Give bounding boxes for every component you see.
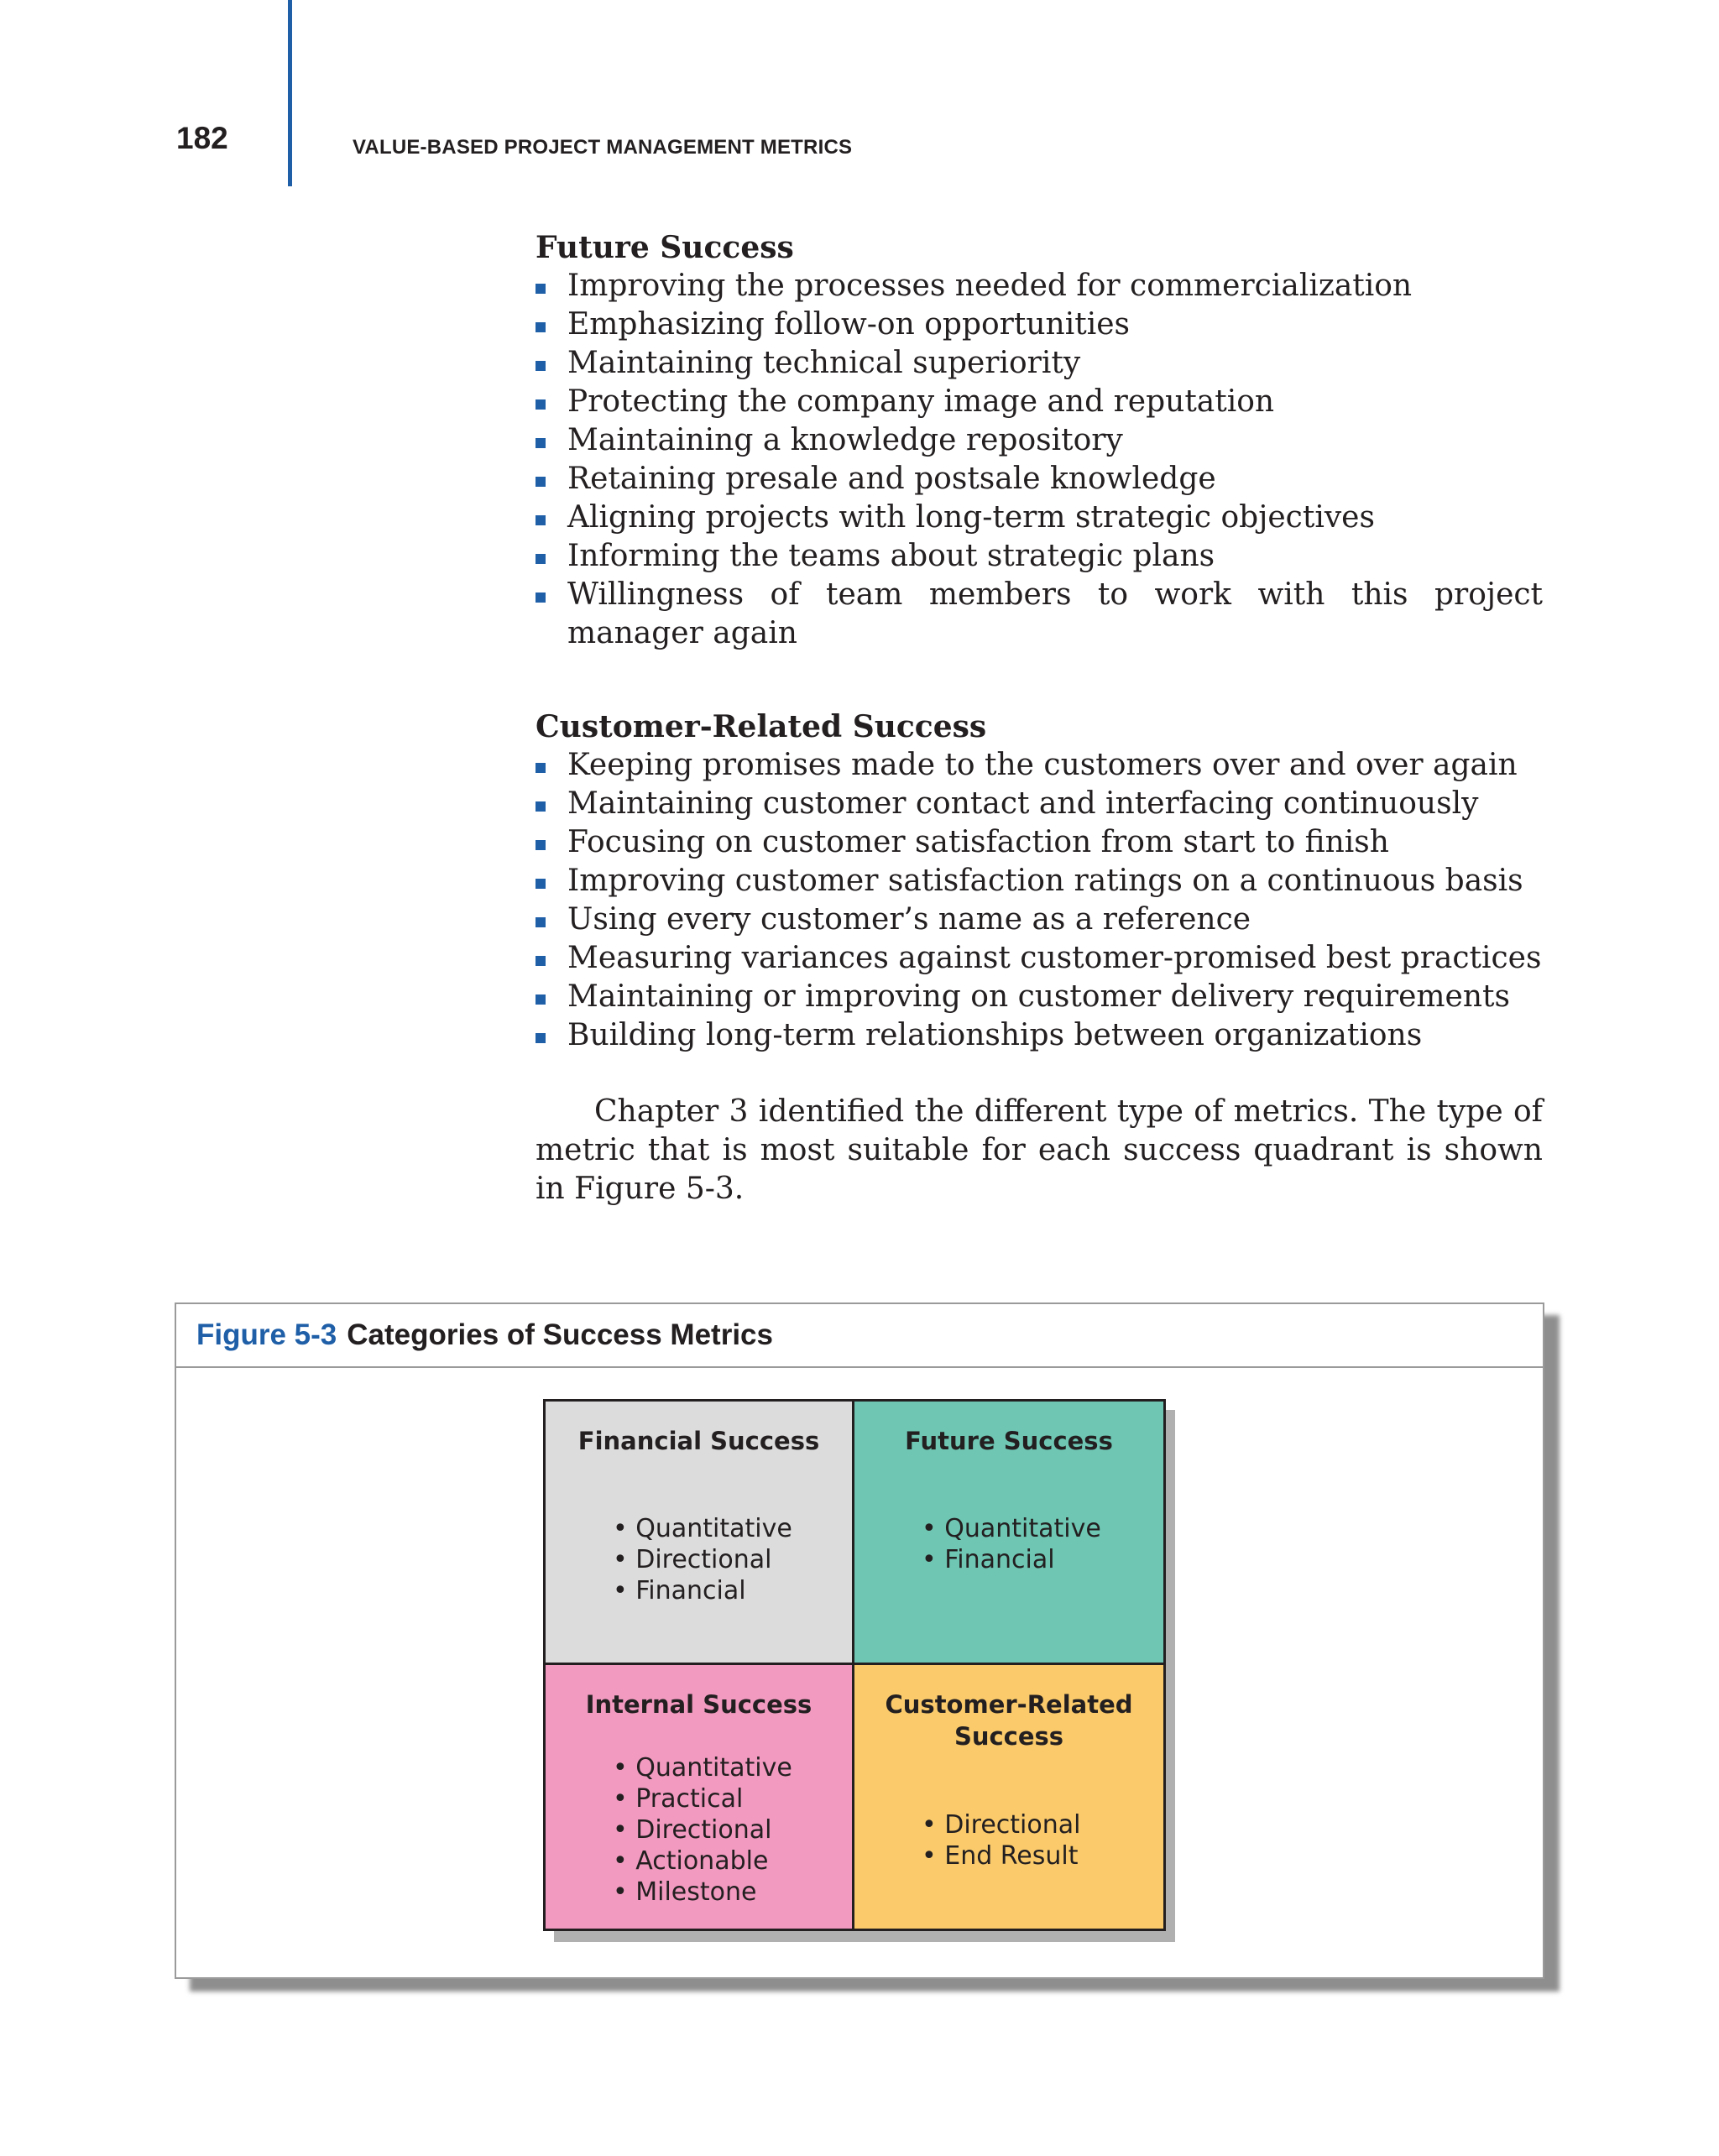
square-bullet-icon <box>536 515 546 525</box>
figure-label: Figure 5-3 <box>196 1318 337 1351</box>
list-item: Emphasizing follow-on opportunities <box>536 305 1543 344</box>
list-item: Maintaining or improving on customer delivery requirements <box>536 978 1543 1016</box>
future-success-section <box>536 228 1543 653</box>
list-item: Retaining presale and postsale knowledge <box>536 460 1543 499</box>
square-bullet-icon <box>536 956 546 966</box>
list-item: Willingness of team members to work with this project manager again <box>536 576 1543 653</box>
metric-item: • Quantitative <box>922 1513 1101 1544</box>
metric-item: • Quantitative <box>613 1752 792 1783</box>
quadrant-title: Financial Success <box>577 1427 820 1455</box>
square-bullet-icon <box>536 361 546 371</box>
metric-item: • Directional <box>922 1809 1080 1840</box>
metric-item: • Quantitative <box>613 1513 792 1544</box>
quadrant-future-success <box>854 1402 1163 1665</box>
quadrant-internal-success <box>546 1665 854 1929</box>
list-item: Improving the processes needed for commercialization <box>536 267 1543 305</box>
list-item: Maintaining a knowledge repository <box>536 421 1543 460</box>
square-bullet-icon <box>536 879 546 889</box>
metric-item: • Milestone <box>613 1877 792 1908</box>
quadrant-metric-list <box>922 1809 1080 1871</box>
quadrant-financial-success <box>546 1402 854 1665</box>
square-bullet-icon <box>536 477 546 487</box>
quadrant-metric-list <box>613 1752 792 1908</box>
list-item: Aligning projects with long-term strategic objectives <box>536 499 1543 537</box>
list-item: Building long-term relationships between organizations <box>536 1016 1543 1055</box>
metric-item: • Directional <box>613 1814 792 1845</box>
list-item: Maintaining customer contact and interfacing continuously <box>536 785 1543 823</box>
square-bullet-icon <box>536 763 546 773</box>
square-bullet-icon <box>536 801 546 812</box>
square-bullet-icon <box>536 593 546 603</box>
square-bullet-icon <box>536 322 546 332</box>
metric-item: • Practical <box>613 1783 792 1814</box>
list-item: Using every customer’s name as a reference <box>536 901 1543 939</box>
bullet-list <box>536 267 1543 653</box>
metric-item: • End Result <box>922 1840 1080 1871</box>
header-rule <box>288 0 292 186</box>
bullet-list <box>536 746 1543 1055</box>
list-item: Focusing on customer satisfaction from start to finish <box>536 823 1543 862</box>
square-bullet-icon <box>536 438 546 448</box>
success-quadrant-grid <box>543 1399 1166 1931</box>
quadrant-title: Internal Success <box>585 1690 812 1719</box>
metric-item: • Financial <box>613 1575 792 1606</box>
section-heading: Future Success <box>536 230 794 265</box>
body-paragraph: Chapter 3 identified the different type of metrics. The type of metric that is most suitable for each success quadrant is shown in Figure 5-3. <box>536 1094 1543 1206</box>
quadrant-metric-list <box>613 1513 792 1606</box>
quadrant-customer-related-success <box>854 1665 1163 1929</box>
list-item: Informing the teams about strategic plans <box>536 537 1543 576</box>
running-head: VALUE-BASED PROJECT MANAGEMENT METRICS <box>353 136 853 159</box>
square-bullet-icon <box>536 284 546 294</box>
quadrant-title-line-1: Customer-Related <box>885 1690 1133 1719</box>
page-number: 182 <box>176 121 228 155</box>
quadrant-title-line-2: Success <box>954 1722 1064 1751</box>
quadrant-title: Future Success <box>905 1427 1113 1455</box>
square-bullet-icon <box>536 994 546 1005</box>
section-heading: Customer-Related Success <box>536 709 987 744</box>
figure-title: Categories of Success Metrics <box>347 1318 773 1351</box>
list-item: Keeping promises made to the customers over and over again <box>536 746 1543 785</box>
square-bullet-icon <box>536 399 546 410</box>
square-bullet-icon <box>536 917 546 927</box>
list-item: Improving customer satisfaction ratings on a continuous basis <box>536 862 1543 901</box>
list-item: Maintaining technical superiority <box>536 344 1543 383</box>
list-item: Measuring variances against customer-promised best practices <box>536 939 1543 978</box>
figure-caption <box>176 1304 1543 1368</box>
metric-item: • Directional <box>613 1544 792 1575</box>
quadrant-metric-list <box>922 1513 1101 1575</box>
square-bullet-icon <box>536 554 546 564</box>
square-bullet-icon <box>536 840 546 850</box>
list-item: Protecting the company image and reputation <box>536 383 1543 421</box>
metric-item: • Financial <box>922 1544 1101 1575</box>
square-bullet-icon <box>536 1033 546 1043</box>
metric-item: • Actionable <box>613 1845 792 1877</box>
customer-success-section <box>536 707 1543 1055</box>
